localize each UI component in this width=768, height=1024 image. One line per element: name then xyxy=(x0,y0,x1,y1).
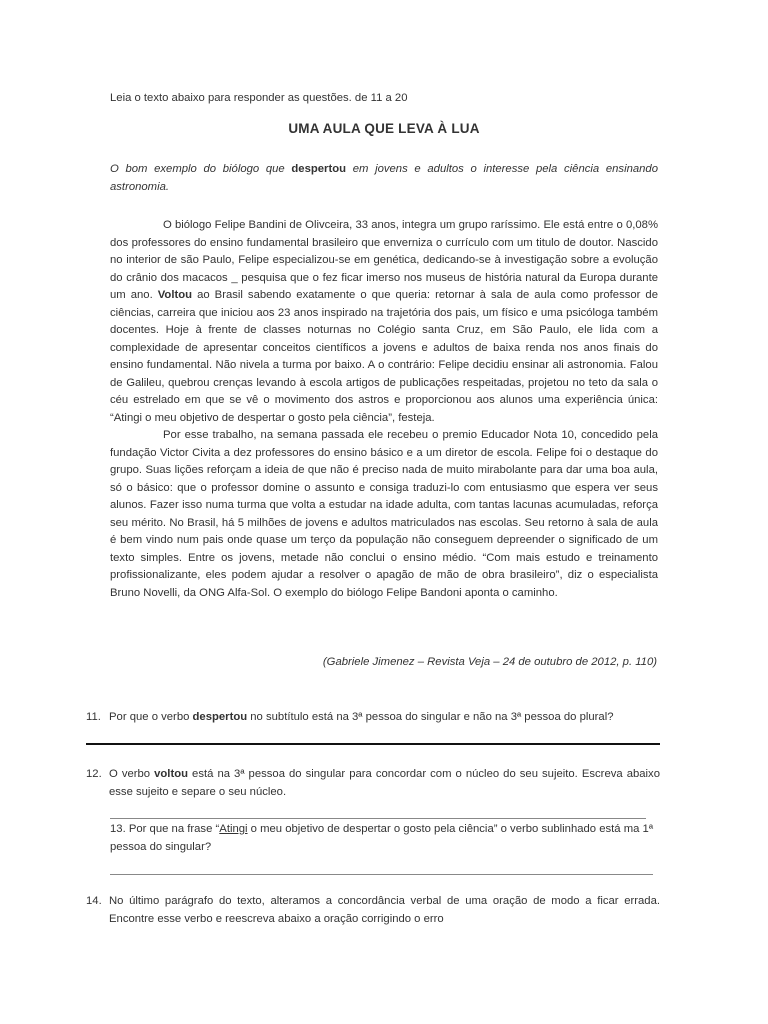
text-title: UMA AULA QUE LEVA À LUA xyxy=(288,121,480,136)
paragraph-1-part2: ao Brasil sabendo exatamente o que queria: retornar à sala de aula como professor de ciências, carreira que iniciou aos 23 anos inspirado na trajetória dos pais, um físico e uma psicóloga também docentes. Hoje à frente de classes noturnas no Colégio santa Cruz, em São Paulo, ele lida com a complexidade de apresentar conceitos científicos a jovens e adultos de baixa renda nos anos finais do ensino fundamental. Não nivela a turma por baixo. A o contrário: Felipe decidiu ensinar ali astronomia. Falou de Galileu, quebrou crenças levando à escola artigos de publicações respeitadas, projetou no teto da sala o céu estrelado em que se vê o movimento dos astros e proporcionou aos alunos uma experiência única: “Atingi o meu objetivo de despertar o gosto pela ciência”, festeja. xyxy=(110,289,658,424)
q11-before: Por que o verbo xyxy=(109,711,193,723)
q12-before: O verbo xyxy=(109,768,155,780)
q12-bold-verb: voltou xyxy=(154,768,189,780)
question-number: 11. xyxy=(86,711,101,723)
q12-after: está na 3ª pessoa do singular para concordar com o núcleo do seu sujeito. Escreva abaixo esse sujeito e separe o seu núcleo. xyxy=(109,768,660,798)
q13-underlined-verb: Atingi xyxy=(219,823,248,835)
question-text xyxy=(109,766,660,801)
paragraph-2: Por esse trabalho, na semana passada ele recebeu o premio Educador Nota 10, concedido pela fundação Victor Civita a dez professores do ensino básico e a um diretor de escola. Felipe foi o destaque do grupo. Suas lições reforçam a ideia de que não é preciso nada de muito mirabolante para dar uma boa aula, só o básico: que o professor domine o assunto e consiga traduzi-lo com entusiasmo que espera ver seus alunos. Fazer isso numa turma que volta a estudar na idade adulta, com tantas lacunas acumuladas, reforça seu mérito. No Brasil, há 5 milhões de jovens e adultos matriculados nas escolas. Seu retorno à sala de aula é bem vindo num pais onde quase um terço da população não conseguem depreender o significado de um texto simples. Entre os jovens, metade não conclui o ensino médio. “Com mais estudo e treinamento profissionalizante, eles podem ajudar a resolver o apagão de mão de obra brasileiro”, diz o especialista Bruno Novelli, da ONG Alfa-Sol. O exemplo do biólogo Felipe Bandoni aponta o caminho. xyxy=(110,429,658,599)
subtitle-after: em jovens e adultos o interesse pela ciência ensinando astronomia. xyxy=(110,163,658,193)
answer-line[interactable] xyxy=(110,818,646,819)
question-number: 14. xyxy=(86,895,102,907)
answer-line[interactable] xyxy=(86,743,660,745)
paragraph-1-part1: O biólogo Felipe Bandini de Olivceira, 33 anos, integra um grupo raríssimo. Ele está entre o 0,08% dos professores do ensino fundamental brasileiro que enverniza o currículo com um titulo de doutor. Nascido no interior de são Paulo, Felipe especializou-se em genética, dedicando-se à investigação sobre a evolução do crânio dos macacos _ pesquisa que o fez ficar imerso nos museus de história natural da Europa durante um ano. xyxy=(110,219,658,301)
question-11 xyxy=(86,709,660,727)
question-13 xyxy=(110,821,658,856)
q13-before: 13. Por que na frase “ xyxy=(110,823,220,835)
answer-line[interactable] xyxy=(110,874,653,875)
article-source: (Gabriele Jimenez – Revista Veja – 24 de outubro de 2012, p. 110) xyxy=(322,656,657,668)
subtitle-before: O bom exemplo do biólogo que xyxy=(110,163,292,175)
q13-after: o meu objetivo de despertar o gosto pela ciência” o verbo sublinhado está ma 1ª pessoa do singular? xyxy=(110,823,654,853)
subtitle-bold-verb: despertou xyxy=(291,163,347,175)
q11-bold-verb: despertou xyxy=(192,711,248,723)
article-body xyxy=(110,217,658,602)
question-text xyxy=(109,709,660,727)
question-text: No último parágrafo do texto, alteramos a concordância verbal de uma oração de modo a ficar errada. Encontre esse verbo e reescreva abaixo a oração corrigindo o erro xyxy=(109,895,660,925)
question-14 xyxy=(86,893,660,928)
q11-after: no subtítulo está na 3ª pessoa do singular e não na 3ª pessoa do plural? xyxy=(247,711,614,723)
text-subtitle xyxy=(110,161,658,196)
question-number: 12. xyxy=(86,768,102,780)
paragraph-1-bold-verb: Voltou xyxy=(157,289,193,301)
instructions-text: Leia o texto abaixo para responder as questões. de 11 a 20 xyxy=(110,92,408,104)
paragraph-1 xyxy=(110,217,658,427)
question-12 xyxy=(86,766,660,801)
